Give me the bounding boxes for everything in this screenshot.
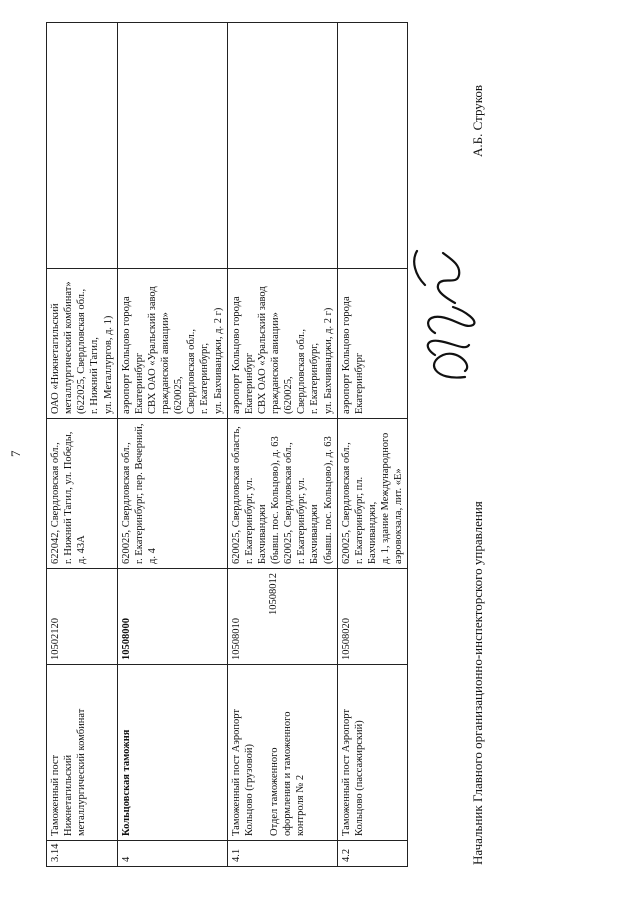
row-code: 10502120 bbox=[47, 569, 118, 665]
row-name: Кольцовская таможня bbox=[117, 665, 227, 841]
row-location: аэропорт Кольцово города Екатеринбург СВХ ОАО «Уральский завод гражданской авиации» (620025, Свердловская обл., г. Екатеринбург, ул. Бахчиванджи, д. 2 г) bbox=[227, 269, 337, 419]
row-empty-cell bbox=[337, 23, 408, 269]
row-name: Таможенный пост Аэропорт Кольцово (пассажирский) bbox=[337, 665, 408, 841]
customs-table bbox=[46, 22, 408, 867]
table-row bbox=[227, 23, 337, 867]
row-name: Таможенный пост Аэропорт Кольцово (грузовой) Отдел таможенного оформления и таможенного контроля № 2 bbox=[227, 665, 337, 841]
row-location: аэропорт Кольцово города Екатеринбург СВХ ОАО «Уральский завод гражданской авиации» (620025, Свердловская обл., г. Екатеринбург, ул. Бахчиванджи, д. 2 г) bbox=[117, 269, 227, 419]
row-address: 622042, Свердловская обл., г. Нижний Тагил, ул. Победы, д. 43А bbox=[47, 419, 118, 569]
row-index: 3.14 bbox=[47, 841, 118, 867]
row-code: 10508020 bbox=[337, 569, 408, 665]
table-row bbox=[337, 23, 408, 867]
signature-icon bbox=[395, 245, 495, 385]
table-row bbox=[117, 23, 227, 867]
row-address: 620025, Свердловская обл., г. Екатеринбург, пл. Бахчиванджи, д. 1, здание Международного аэровокзала, лит. «Е» bbox=[337, 419, 408, 569]
row-location: ОАО «Нижнетагильский металлургический комбинат» (622025, Свердловская обл., г. Нижний Тагил, ул. Металлургов, д. 1) bbox=[47, 269, 118, 419]
signer-name: А.Б. Струков bbox=[470, 84, 485, 157]
row-name: Таможенный пост Нижнетагильский металлургический комбинат bbox=[47, 665, 118, 841]
row-address: 620025, Свердловская обл., г. Екатеринбург, пер. Вечерний, д. 4 bbox=[117, 419, 227, 569]
row-index: 4 bbox=[117, 841, 227, 867]
page-number: 7 bbox=[8, 450, 23, 457]
row-index: 4.2 bbox=[337, 841, 408, 867]
row-empty-cell bbox=[47, 23, 118, 269]
row-address: 620025, Свердловская область, г. Екатеринбург, ул. Бахчиванджи (бывш. пос. Кольцово), д. 63 620025, Свердловская обл., г. Екатеринбург, ул. Бахчиванджи (бывш. пос. Кольцово), д. 63 bbox=[227, 419, 337, 569]
row-location: аэропорт Кольцово города Екатеринбург bbox=[337, 269, 408, 419]
row-empty-cell bbox=[117, 23, 227, 269]
row-empty-cell bbox=[227, 23, 337, 269]
row-code: 10508010 10508012 bbox=[227, 569, 337, 665]
row-code: 10508000 bbox=[117, 569, 227, 665]
table-row bbox=[47, 23, 118, 867]
row-index: 4.1 bbox=[227, 841, 337, 867]
signer-position: Начальник Главного организационно-инспекторского управления bbox=[470, 501, 485, 865]
